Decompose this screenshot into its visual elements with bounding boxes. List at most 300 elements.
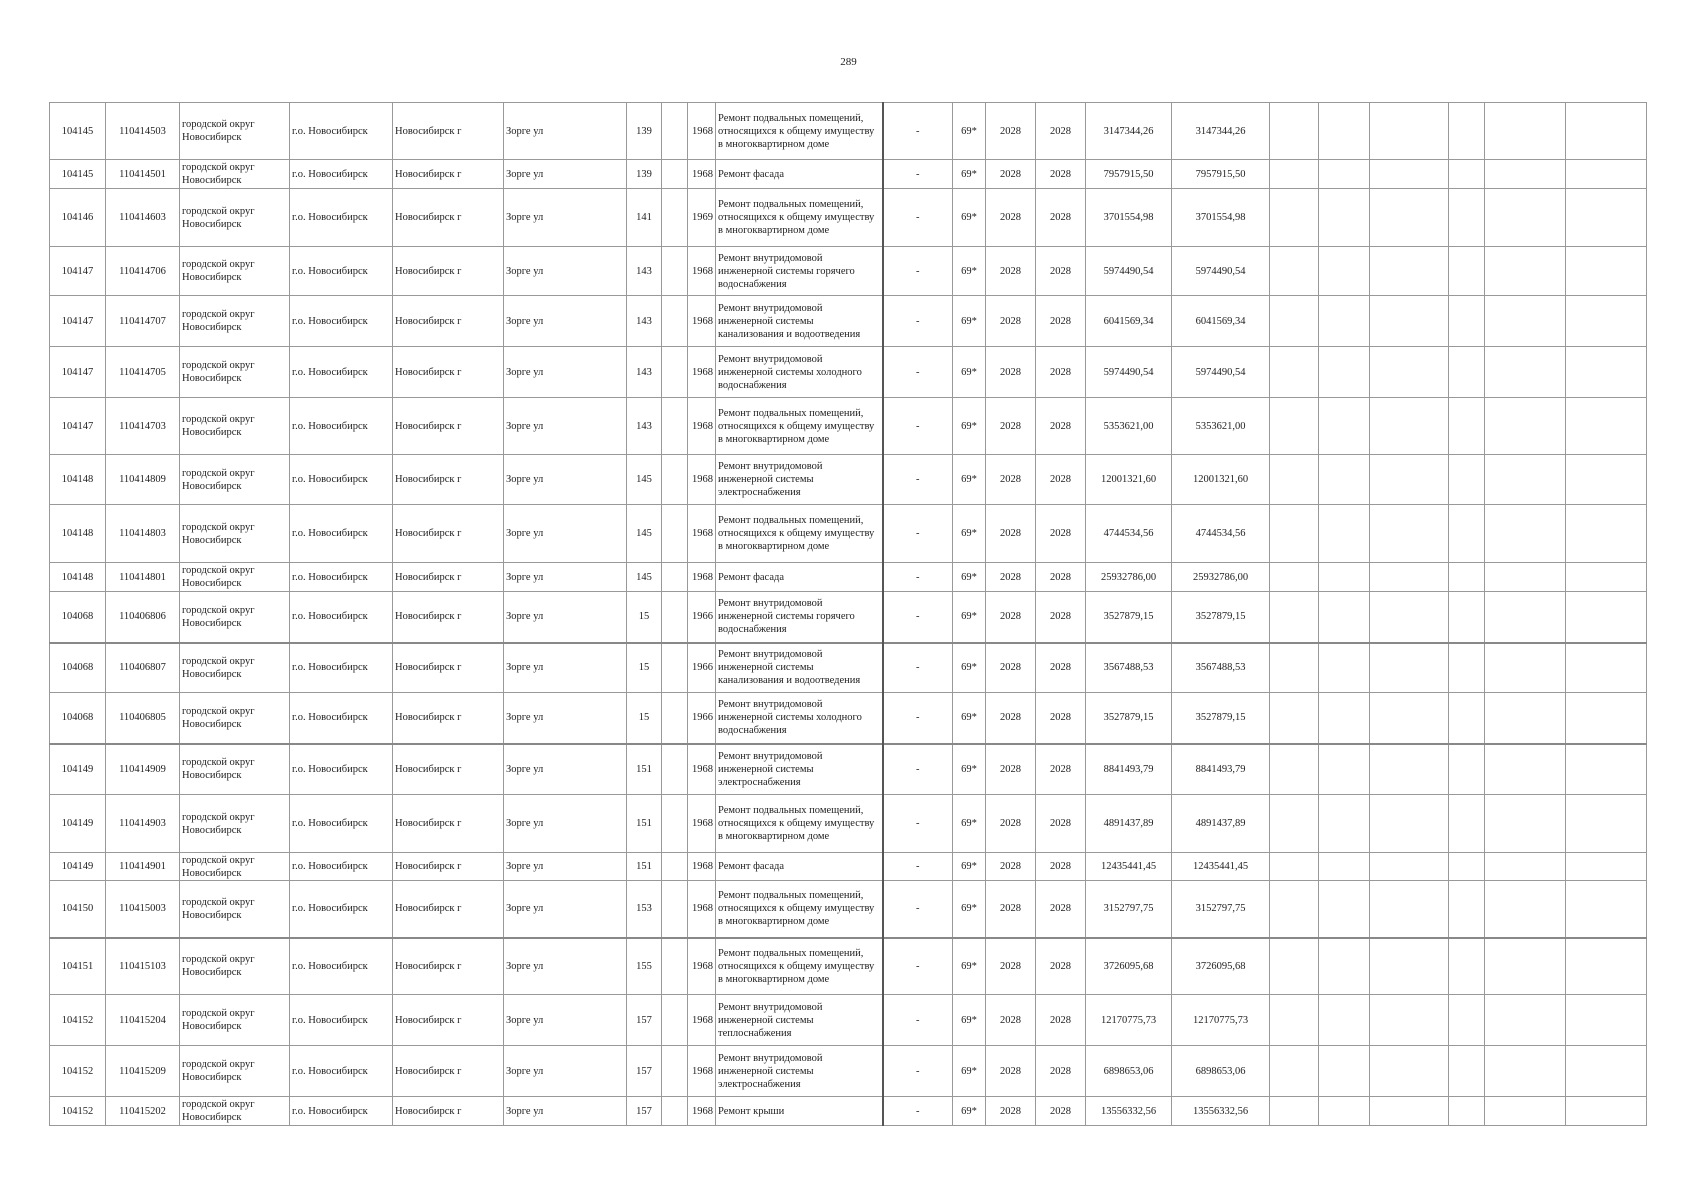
start-year-cell: 2028 (986, 296, 1036, 347)
start-year-cell: 2028 (986, 398, 1036, 455)
dash-cell: - (883, 398, 953, 455)
work-code-cell: 110414707 (106, 296, 180, 347)
city-cell: Новосибирск г (393, 247, 504, 296)
object-id-cell: 104152 (50, 1046, 106, 1097)
empty-cell (1485, 693, 1566, 744)
urban-district-cell: г.о. Новосибирск (290, 744, 393, 795)
building-cell (662, 938, 688, 995)
empty-cell (1319, 1097, 1370, 1126)
building-cell (662, 853, 688, 881)
empty-cell (1319, 881, 1370, 938)
empty-cell (1370, 296, 1449, 347)
work-type-cell: Ремонт фасада (716, 160, 883, 189)
house-number-cell: 145 (627, 505, 662, 563)
empty-cell (1485, 103, 1566, 160)
capital-repair-table (49, 102, 1647, 1126)
empty-cell (1319, 643, 1370, 693)
building-cell (662, 347, 688, 398)
empty-cell (1370, 744, 1449, 795)
empty-cell (1485, 643, 1566, 693)
empty-cell (1485, 744, 1566, 795)
street-cell: Зорге ул (504, 881, 627, 938)
empty-cell (1485, 1097, 1566, 1126)
city-cell: Новосибирск г (393, 881, 504, 938)
object-id-cell: 104145 (50, 160, 106, 189)
empty-cell (1449, 995, 1485, 1046)
table-row (50, 455, 1647, 505)
object-id-cell: 104152 (50, 1097, 106, 1126)
building-cell (662, 103, 688, 160)
empty-cell (1566, 563, 1647, 592)
end-year-cell: 2028 (1036, 795, 1086, 853)
street-cell: Зорге ул (504, 398, 627, 455)
work-type-cell: Ремонт внутридомовой инженерной системы горячего водоснабжения (716, 247, 883, 296)
urban-district-cell: г.о. Новосибирск (290, 1097, 393, 1126)
dash-cell: - (883, 938, 953, 995)
empty-cell (1485, 398, 1566, 455)
table-row (50, 853, 1647, 881)
empty-cell (1370, 455, 1449, 505)
empty-cell (1449, 505, 1485, 563)
empty-cell (1319, 938, 1370, 995)
empty-cell (1566, 247, 1647, 296)
total-cost-cell: 3147344,26 (1172, 103, 1270, 160)
end-year-cell: 2028 (1036, 693, 1086, 744)
municipality-cell: городской округ Новосибирск (180, 693, 290, 744)
work-code-cell: 110414703 (106, 398, 180, 455)
start-year-cell: 2028 (986, 189, 1036, 247)
total-cost-cell: 25932786,00 (1172, 563, 1270, 592)
street-cell: Зорге ул (504, 455, 627, 505)
work-type-cell: Ремонт подвальных помещений, относящихся к общему имуществу в многоквартирном доме (716, 938, 883, 995)
street-cell: Зорге ул (504, 693, 627, 744)
empty-cell (1319, 160, 1370, 189)
empty-cell (1485, 1046, 1566, 1097)
cost-cell: 3147344,26 (1086, 103, 1172, 160)
end-year-cell: 2028 (1036, 995, 1086, 1046)
house-number-cell: 143 (627, 398, 662, 455)
build-year-cell: 1966 (688, 693, 716, 744)
object-id-cell: 104151 (50, 938, 106, 995)
build-year-cell: 1968 (688, 1097, 716, 1126)
table-row (50, 592, 1647, 643)
municipality-cell: городской округ Новосибирск (180, 592, 290, 643)
work-type-cell: Ремонт внутридомовой инженерной системы электроснабжения (716, 744, 883, 795)
municipality-cell: городской округ Новосибирск (180, 881, 290, 938)
empty-cell (1566, 296, 1647, 347)
empty-cell (1270, 995, 1319, 1046)
house-number-cell: 143 (627, 247, 662, 296)
dash-cell: - (883, 347, 953, 398)
house-number-cell: 143 (627, 347, 662, 398)
empty-cell (1319, 795, 1370, 853)
empty-cell (1449, 853, 1485, 881)
street-cell: Зорге ул (504, 1097, 627, 1126)
total-cost-cell: 12170775,73 (1172, 995, 1270, 1046)
empty-cell (1270, 296, 1319, 347)
municipality-cell: городской округ Новосибирск (180, 189, 290, 247)
municipality-cell: городской округ Новосибирск (180, 744, 290, 795)
empty-cell (1566, 592, 1647, 643)
work-type-cell: Ремонт внутридомовой инженерной системы электроснабжения (716, 1046, 883, 1097)
start-year-cell: 2028 (986, 853, 1036, 881)
table-row (50, 881, 1647, 938)
empty-cell (1270, 853, 1319, 881)
total-cost-cell: 12001321,60 (1172, 455, 1270, 505)
end-year-cell: 2028 (1036, 103, 1086, 160)
urban-district-cell: г.о. Новосибирск (290, 795, 393, 853)
city-cell: Новосибирск г (393, 296, 504, 347)
build-year-cell: 1968 (688, 103, 716, 160)
empty-cell (1566, 795, 1647, 853)
empty-cell (1270, 938, 1319, 995)
empty-cell (1485, 189, 1566, 247)
build-year-cell: 1968 (688, 455, 716, 505)
municipality-cell: городской округ Новосибирск (180, 505, 290, 563)
cost-cell: 8841493,79 (1086, 744, 1172, 795)
empty-cell (1449, 795, 1485, 853)
object-id-cell: 104149 (50, 795, 106, 853)
table-row (50, 693, 1647, 744)
total-cost-cell: 3726095,68 (1172, 938, 1270, 995)
total-cost-cell: 5353621,00 (1172, 398, 1270, 455)
end-year-cell: 2028 (1036, 643, 1086, 693)
cost-cell: 3152797,75 (1086, 881, 1172, 938)
start-year-cell: 2028 (986, 1046, 1036, 1097)
empty-cell (1449, 398, 1485, 455)
empty-cell (1370, 881, 1449, 938)
empty-cell (1319, 296, 1370, 347)
table-row (50, 160, 1647, 189)
cost-cell: 6898653,06 (1086, 1046, 1172, 1097)
empty-cell (1449, 1097, 1485, 1126)
dash-cell: - (883, 505, 953, 563)
empty-cell (1485, 853, 1566, 881)
empty-cell (1485, 995, 1566, 1046)
building-cell (662, 455, 688, 505)
table-row (50, 398, 1647, 455)
empty-cell (1319, 693, 1370, 744)
table-row (50, 103, 1647, 160)
object-id-cell: 104145 (50, 103, 106, 160)
municipality-cell: городской округ Новосибирск (180, 795, 290, 853)
building-cell (662, 995, 688, 1046)
total-cost-cell: 6041569,34 (1172, 296, 1270, 347)
work-type-cell: Ремонт подвальных помещений, относящихся к общему имуществу в многоквартирном доме (716, 189, 883, 247)
empty-cell (1566, 103, 1647, 160)
house-number-cell: 145 (627, 563, 662, 592)
total-cost-cell: 3567488,53 (1172, 643, 1270, 693)
coefficient-cell: 69* (953, 103, 986, 160)
municipality-cell: городской округ Новосибирск (180, 347, 290, 398)
end-year-cell: 2028 (1036, 744, 1086, 795)
cost-cell: 5974490,54 (1086, 247, 1172, 296)
municipality-cell: городской округ Новосибирск (180, 643, 290, 693)
empty-cell (1370, 853, 1449, 881)
empty-cell (1449, 693, 1485, 744)
building-cell (662, 296, 688, 347)
table-row (50, 1046, 1647, 1097)
dash-cell: - (883, 103, 953, 160)
start-year-cell: 2028 (986, 160, 1036, 189)
house-number-cell: 145 (627, 455, 662, 505)
cost-cell: 12170775,73 (1086, 995, 1172, 1046)
coefficient-cell: 69* (953, 1097, 986, 1126)
work-type-cell: Ремонт подвальных помещений, относящихся к общему имуществу в многоквартирном доме (716, 103, 883, 160)
total-cost-cell: 4891437,89 (1172, 795, 1270, 853)
building-cell (662, 247, 688, 296)
empty-cell (1270, 505, 1319, 563)
empty-cell (1449, 103, 1485, 160)
total-cost-cell: 3527879,15 (1172, 693, 1270, 744)
urban-district-cell: г.о. Новосибирск (290, 455, 393, 505)
object-id-cell: 104148 (50, 505, 106, 563)
empty-cell (1485, 455, 1566, 505)
street-cell: Зорге ул (504, 795, 627, 853)
coefficient-cell: 69* (953, 296, 986, 347)
empty-cell (1485, 563, 1566, 592)
city-cell: Новосибирск г (393, 995, 504, 1046)
empty-cell (1449, 563, 1485, 592)
cost-cell: 12001321,60 (1086, 455, 1172, 505)
municipality-cell: городской округ Новосибирск (180, 853, 290, 881)
empty-cell (1270, 103, 1319, 160)
empty-cell (1270, 744, 1319, 795)
work-code-cell: 110414809 (106, 455, 180, 505)
work-code-cell: 110414501 (106, 160, 180, 189)
house-number-cell: 15 (627, 693, 662, 744)
empty-cell (1566, 160, 1647, 189)
empty-cell (1270, 693, 1319, 744)
empty-cell (1319, 398, 1370, 455)
cost-cell: 3567488,53 (1086, 643, 1172, 693)
empty-cell (1449, 592, 1485, 643)
building-cell (662, 189, 688, 247)
municipality-cell: городской округ Новосибирск (180, 398, 290, 455)
city-cell: Новосибирск г (393, 693, 504, 744)
urban-district-cell: г.о. Новосибирск (290, 103, 393, 160)
build-year-cell: 1968 (688, 938, 716, 995)
empty-cell (1449, 455, 1485, 505)
municipality-cell: городской округ Новосибирск (180, 563, 290, 592)
start-year-cell: 2028 (986, 563, 1036, 592)
urban-district-cell: г.о. Новосибирск (290, 643, 393, 693)
empty-cell (1449, 296, 1485, 347)
empty-cell (1449, 160, 1485, 189)
build-year-cell: 1968 (688, 398, 716, 455)
build-year-cell: 1968 (688, 1046, 716, 1097)
city-cell: Новосибирск г (393, 1097, 504, 1126)
coefficient-cell: 69* (953, 1046, 986, 1097)
municipality-cell: городской округ Новосибирск (180, 1046, 290, 1097)
empty-cell (1485, 247, 1566, 296)
total-cost-cell: 8841493,79 (1172, 744, 1270, 795)
build-year-cell: 1966 (688, 643, 716, 693)
empty-cell (1485, 505, 1566, 563)
urban-district-cell: г.о. Новосибирск (290, 398, 393, 455)
dash-cell: - (883, 455, 953, 505)
house-number-cell: 141 (627, 189, 662, 247)
dash-cell: - (883, 853, 953, 881)
dash-cell: - (883, 881, 953, 938)
dash-cell: - (883, 693, 953, 744)
urban-district-cell: г.о. Новосибирск (290, 296, 393, 347)
build-year-cell: 1968 (688, 795, 716, 853)
table-body (50, 103, 1647, 1126)
house-number-cell: 139 (627, 160, 662, 189)
cost-cell: 3527879,15 (1086, 693, 1172, 744)
empty-cell (1566, 505, 1647, 563)
end-year-cell: 2028 (1036, 189, 1086, 247)
street-cell: Зорге ул (504, 563, 627, 592)
work-code-cell: 110415103 (106, 938, 180, 995)
empty-cell (1270, 563, 1319, 592)
page-number: 289 (840, 56, 857, 68)
table-row (50, 505, 1647, 563)
empty-cell (1449, 1046, 1485, 1097)
city-cell: Новосибирск г (393, 795, 504, 853)
build-year-cell: 1968 (688, 563, 716, 592)
coefficient-cell: 69* (953, 881, 986, 938)
empty-cell (1566, 1046, 1647, 1097)
empty-cell (1370, 247, 1449, 296)
end-year-cell: 2028 (1036, 247, 1086, 296)
end-year-cell: 2028 (1036, 296, 1086, 347)
dash-cell: - (883, 296, 953, 347)
work-type-cell: Ремонт внутридомовой инженерной системы холодного водоснабжения (716, 347, 883, 398)
empty-cell (1370, 160, 1449, 189)
work-type-cell: Ремонт подвальных помещений, относящихся к общему имуществу в многоквартирном доме (716, 881, 883, 938)
empty-cell (1566, 853, 1647, 881)
building-cell (662, 1046, 688, 1097)
empty-cell (1485, 160, 1566, 189)
empty-cell (1319, 455, 1370, 505)
work-code-cell: 110414705 (106, 347, 180, 398)
start-year-cell: 2028 (986, 881, 1036, 938)
empty-cell (1370, 189, 1449, 247)
end-year-cell: 2028 (1036, 398, 1086, 455)
urban-district-cell: г.о. Новосибирск (290, 1046, 393, 1097)
street-cell: Зорге ул (504, 938, 627, 995)
end-year-cell: 2028 (1036, 938, 1086, 995)
total-cost-cell: 6898653,06 (1172, 1046, 1270, 1097)
empty-cell (1370, 693, 1449, 744)
street-cell: Зорге ул (504, 853, 627, 881)
empty-cell (1566, 189, 1647, 247)
cost-cell: 3701554,98 (1086, 189, 1172, 247)
work-type-cell: Ремонт фасада (716, 853, 883, 881)
urban-district-cell: г.о. Новосибирск (290, 995, 393, 1046)
dash-cell: - (883, 592, 953, 643)
build-year-cell: 1968 (688, 881, 716, 938)
build-year-cell: 1968 (688, 347, 716, 398)
empty-cell (1566, 744, 1647, 795)
end-year-cell: 2028 (1036, 1097, 1086, 1126)
cost-cell: 5353621,00 (1086, 398, 1172, 455)
empty-cell (1319, 103, 1370, 160)
work-code-cell: 110414903 (106, 795, 180, 853)
work-type-cell: Ремонт подвальных помещений, относящихся к общему имуществу в многоквартирном доме (716, 505, 883, 563)
end-year-cell: 2028 (1036, 853, 1086, 881)
work-code-cell: 110415204 (106, 995, 180, 1046)
work-code-cell: 110415202 (106, 1097, 180, 1126)
empty-cell (1566, 938, 1647, 995)
urban-district-cell: г.о. Новосибирск (290, 563, 393, 592)
end-year-cell: 2028 (1036, 455, 1086, 505)
total-cost-cell: 5974490,54 (1172, 347, 1270, 398)
empty-cell (1319, 189, 1370, 247)
empty-cell (1270, 592, 1319, 643)
object-id-cell: 104148 (50, 455, 106, 505)
start-year-cell: 2028 (986, 938, 1036, 995)
building-cell (662, 1097, 688, 1126)
work-type-cell: Ремонт внутридомовой инженерной системы канализования и водоотведения (716, 643, 883, 693)
empty-cell (1319, 853, 1370, 881)
cost-cell: 5974490,54 (1086, 347, 1172, 398)
table-row (50, 189, 1647, 247)
street-cell: Зорге ул (504, 103, 627, 160)
empty-cell (1319, 347, 1370, 398)
object-id-cell: 104068 (50, 693, 106, 744)
street-cell: Зорге ул (504, 1046, 627, 1097)
city-cell: Новосибирск г (393, 563, 504, 592)
empty-cell (1370, 398, 1449, 455)
cost-cell: 4744534,56 (1086, 505, 1172, 563)
cost-cell: 7957915,50 (1086, 160, 1172, 189)
work-type-cell: Ремонт внутридомовой инженерной системы горячего водоснабжения (716, 592, 883, 643)
work-type-cell: Ремонт внутридомовой инженерной системы канализования и водоотведения (716, 296, 883, 347)
table-row (50, 643, 1647, 693)
empty-cell (1270, 347, 1319, 398)
work-code-cell: 110414801 (106, 563, 180, 592)
empty-cell (1319, 744, 1370, 795)
coefficient-cell: 69* (953, 693, 986, 744)
municipality-cell: городской округ Новосибирск (180, 938, 290, 995)
urban-district-cell: г.о. Новосибирск (290, 881, 393, 938)
build-year-cell: 1966 (688, 592, 716, 643)
build-year-cell: 1969 (688, 189, 716, 247)
urban-district-cell: г.о. Новосибирск (290, 693, 393, 744)
coefficient-cell: 69* (953, 347, 986, 398)
urban-district-cell: г.о. Новосибирск (290, 189, 393, 247)
house-number-cell: 153 (627, 881, 662, 938)
empty-cell (1449, 881, 1485, 938)
coefficient-cell: 69* (953, 160, 986, 189)
house-number-cell: 155 (627, 938, 662, 995)
empty-cell (1370, 643, 1449, 693)
empty-cell (1566, 1097, 1647, 1126)
empty-cell (1319, 1046, 1370, 1097)
city-cell: Новосибирск г (393, 1046, 504, 1097)
object-id-cell: 104149 (50, 744, 106, 795)
empty-cell (1449, 189, 1485, 247)
coefficient-cell: 69* (953, 563, 986, 592)
work-type-cell: Ремонт внутридомовой инженерной системы электроснабжения (716, 455, 883, 505)
empty-cell (1319, 505, 1370, 563)
street-cell: Зорге ул (504, 995, 627, 1046)
municipality-cell: городской округ Новосибирск (180, 1097, 290, 1126)
dash-cell: - (883, 247, 953, 296)
cost-cell: 12435441,45 (1086, 853, 1172, 881)
work-type-cell: Ремонт внутридомовой инженерной системы теплоснабжения (716, 995, 883, 1046)
building-cell (662, 795, 688, 853)
urban-district-cell: г.о. Новосибирск (290, 853, 393, 881)
table-row (50, 1097, 1647, 1126)
work-code-cell: 110414603 (106, 189, 180, 247)
object-id-cell: 104148 (50, 563, 106, 592)
start-year-cell: 2028 (986, 592, 1036, 643)
city-cell: Новосибирск г (393, 643, 504, 693)
